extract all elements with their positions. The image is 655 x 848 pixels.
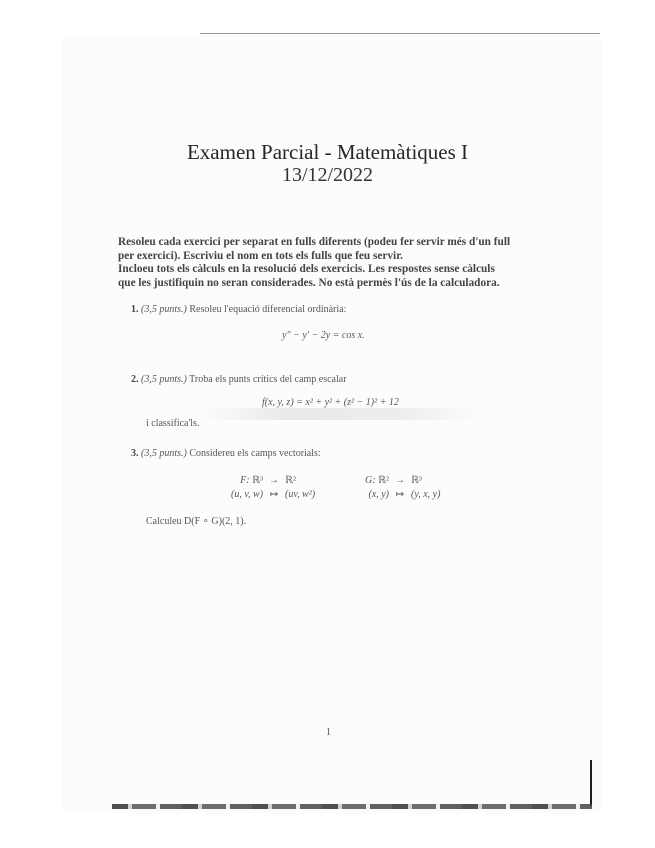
map-F-name: F: ℝ³	[240, 474, 264, 486]
instruction-line: per exercici). Escriviu el nom en tots els fulls que feu servir.	[118, 249, 403, 262]
map-F-codomain: ℝ²	[285, 474, 296, 486]
map-G	[362, 473, 443, 501]
map-G-var: (x, y)	[368, 488, 389, 500]
map-F-image: (uv, w²)	[285, 488, 316, 500]
exercise-2-after: i classifica'ls.	[146, 418, 200, 429]
exercise-number: 2.	[131, 374, 139, 385]
page-number: 1	[326, 727, 331, 738]
instruction-line: que les justifiquin no seran considerades. No està permès l'ús de la calculadora.	[118, 276, 500, 289]
exercise-text: Resoleu l'equació diferencial ordinària:	[189, 304, 347, 315]
exercise-3	[131, 448, 321, 459]
instructions	[118, 236, 548, 290]
exercise-text: Troba els punts crítics del camp escalar	[189, 374, 347, 385]
map-F-mapsto: ↦	[269, 488, 279, 500]
exercise-3-after: Calculeu D(F ∘ G)(2, 1).	[146, 516, 247, 527]
map-G-mapsto: ↦	[395, 488, 405, 500]
exercise-points: (3,5 punts.)	[141, 374, 187, 385]
instruction-line: Incloeu tots els càlculs en la resolució dels exercicis. Les respostes sense càlculs	[118, 263, 495, 276]
exercise-1	[131, 304, 346, 315]
exam-date: 13/12/2022	[281, 164, 374, 186]
exam-title: Examen Parcial - Matemàtiques I	[186, 140, 469, 164]
map-G-codomain: ℝ³	[410, 474, 422, 486]
exercise-2-equation: f(x, y, z) = x² + y² + (z² − 1)² + 12	[262, 397, 399, 408]
exercise-number: 3.	[131, 448, 139, 459]
exercise-2	[131, 374, 347, 385]
map-G-image: (y, x, y)	[410, 488, 441, 500]
exercise-number: 1.	[131, 304, 139, 315]
instruction-line: Resoleu cada exercici per separat en fulls diferents (podeu fer servir més d'un full	[118, 236, 511, 248]
map-F	[228, 473, 318, 501]
exercise-1-equation: y″ − y′ − 2y = cos x.	[282, 330, 365, 341]
map-G-name: G: ℝ²	[365, 474, 389, 486]
map-F-var: (u, v, w)	[231, 488, 264, 500]
map-F-arrow: →	[269, 474, 280, 486]
paper-top-edge	[200, 33, 600, 34]
exercise-points: (3,5 punts.)	[141, 304, 187, 315]
exercise-text: Considereu els camps vectorials:	[189, 448, 321, 459]
paper-right-edge	[590, 760, 592, 806]
paper-bottom-edge	[112, 804, 592, 809]
exercise-points: (3,5 punts.)	[141, 448, 187, 459]
map-G-arrow: →	[394, 474, 405, 486]
scan-artifact	[200, 408, 480, 420]
